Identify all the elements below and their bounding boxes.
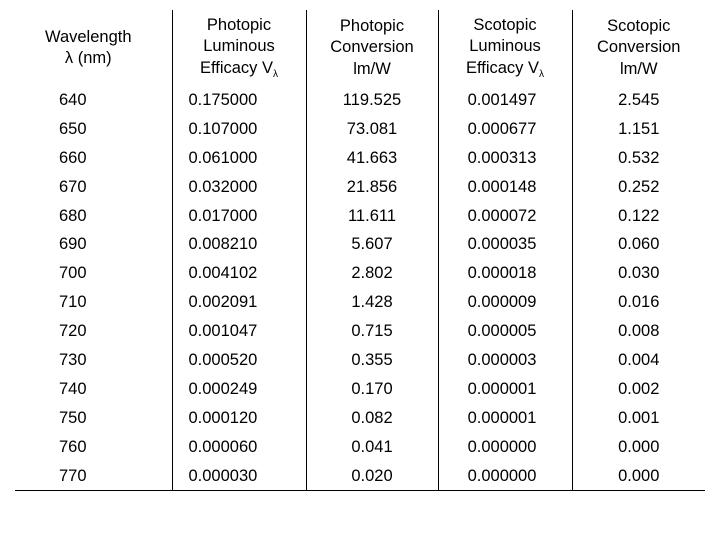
photopic-conversion-cell: 0.355 [306, 346, 438, 375]
scotopic-conversion-cell: 2.545 [572, 86, 705, 115]
scotopic-conversion-cell: 0.252 [572, 173, 705, 202]
scotopic-efficacy-cell: 0.000001 [438, 375, 572, 404]
photopic-conversion-cell: 0.041 [306, 433, 438, 462]
table-row [15, 144, 705, 173]
scotopic-conversion-cell: 0.532 [572, 144, 705, 173]
photopic-conversion-cell: 21.856 [306, 173, 438, 202]
table-body [15, 86, 705, 491]
wavelength-cell: 690 [59, 235, 87, 254]
wavelength-cell: 710 [59, 293, 87, 312]
header-scotopic-efficacy-line-3 [439, 58, 572, 82]
scotopic-efficacy-cell: 0.000000 [438, 433, 572, 462]
scotopic-conversion-cell: 0.008 [572, 317, 705, 346]
scotopic-conversion-cell: 0.030 [572, 259, 705, 288]
photopic-conversion-cell: 0.020 [306, 462, 438, 491]
table-row [15, 259, 705, 288]
table-row [15, 375, 705, 404]
header-photopic-conversion-line-3: lm/W [353, 59, 391, 78]
header-scotopic-efficacy [438, 10, 572, 86]
scotopic-conversion-cell: 0.001 [572, 404, 705, 433]
header-photopic-efficacy-line-3 [173, 58, 306, 82]
wavelength-cell: 670 [59, 177, 87, 196]
wavelength-cell: 680 [59, 206, 87, 225]
header-scotopic-efficacy-line-2: Luminous [469, 37, 541, 56]
scotopic-efficacy-cell: 0.001497 [438, 86, 572, 115]
photopic-conversion-cell: 0.170 [306, 375, 438, 404]
photopic-conversion-cell: 2.802 [306, 259, 438, 288]
header-scotopic-conversion [572, 10, 705, 86]
photopic-conversion-cell: 119.525 [306, 86, 438, 115]
header-photopic-conversion-line-1: Photopic [339, 16, 405, 35]
header-photopic-efficacy-symbol: Efficacy V [199, 58, 274, 77]
table-row [15, 317, 705, 346]
wavelength-cell: 700 [59, 264, 87, 283]
header-photopic-conversion-line-2: Conversion [330, 38, 414, 57]
photopic-efficacy-cell: 0.000520 [172, 346, 306, 375]
table-row [15, 173, 705, 202]
photopic-efficacy-cell: 0.000120 [172, 404, 306, 433]
photopic-efficacy-cell: 0.001047 [172, 317, 306, 346]
scotopic-conversion-cell: 0.122 [572, 202, 705, 231]
scotopic-efficacy-cell: 0.000009 [438, 288, 572, 317]
header-photopic-efficacy-subscript: λ [273, 68, 279, 80]
wavelength-cell: 770 [15, 462, 172, 491]
header-wavelength [15, 10, 172, 86]
scotopic-conversion-cell: 0.016 [572, 288, 705, 317]
header-scotopic-efficacy-symbol: Efficacy V [465, 58, 540, 77]
photopic-conversion-cell: 73.081 [306, 115, 438, 144]
photopic-efficacy-cell: 0.017000 [172, 202, 306, 231]
table-row [15, 86, 705, 115]
scotopic-conversion-cell: 0.000 [572, 433, 705, 462]
photopic-efficacy-cell: 0.008210 [172, 230, 306, 259]
table-row [15, 202, 705, 231]
scotopic-efficacy-cell: 0.000003 [438, 346, 572, 375]
photopic-conversion-cell: 1.428 [306, 288, 438, 317]
header-photopic-efficacy-line-2: Luminous [203, 37, 275, 56]
photopic-efficacy-cell: 0.004102 [172, 259, 306, 288]
wavelength-cell: 730 [59, 350, 87, 369]
header-wavelength-line-1: Wavelength [44, 27, 132, 46]
scotopic-efficacy-cell: 0.000005 [438, 317, 572, 346]
photopic-efficacy-cell: 0.000060 [172, 433, 306, 462]
photopic-conversion-cell: 5.607 [306, 230, 438, 259]
wavelength-cell: 750 [59, 408, 87, 427]
scotopic-conversion-cell: 0.000 [572, 462, 705, 491]
header-scotopic-conversion-line-3: lm/W [619, 59, 658, 78]
photopic-conversion-cell: 11.611 [306, 202, 438, 231]
photopic-conversion-cell: 0.082 [306, 404, 438, 433]
scotopic-efficacy-cell: 0.000000 [438, 462, 572, 491]
header-photopic-efficacy-line-1: Photopic [206, 15, 272, 34]
photopic-conversion-cell: 0.715 [306, 317, 438, 346]
wavelength-cell: 760 [59, 437, 87, 456]
wavelength-cell: 740 [59, 379, 87, 398]
scotopic-efficacy-cell: 0.000001 [438, 404, 572, 433]
table-row [15, 462, 705, 491]
scotopic-efficacy-cell: 0.000148 [438, 173, 572, 202]
photopic-efficacy-cell: 0.032000 [172, 173, 306, 202]
scotopic-efficacy-cell: 0.000677 [438, 115, 572, 144]
scotopic-efficacy-cell: 0.000072 [438, 202, 572, 231]
header-photopic-efficacy [172, 10, 306, 86]
header-scotopic-conversion-line-1: Scotopic [607, 16, 671, 35]
table-row [15, 230, 705, 259]
photopic-efficacy-cell: 0.000030 [172, 462, 306, 491]
header-wavelength-line-2: λ (nm) [64, 49, 112, 67]
table-row [15, 433, 705, 462]
header-scotopic-efficacy-subscript: λ [539, 68, 545, 80]
photopic-efficacy-cell: 0.061000 [172, 144, 306, 173]
scotopic-efficacy-cell: 0.000018 [438, 259, 572, 288]
photopic-efficacy-cell: 0.000249 [172, 375, 306, 404]
scotopic-conversion-cell: 0.060 [572, 230, 705, 259]
wavelength-cell: 720 [59, 322, 87, 341]
scotopic-conversion-cell: 1.151 [572, 115, 705, 144]
table-row [15, 288, 705, 317]
table-header [15, 10, 705, 86]
header-photopic-conversion [306, 10, 438, 86]
photopic-efficacy-cell: 0.107000 [172, 115, 306, 144]
photopic-conversion-cell: 41.663 [306, 144, 438, 173]
wavelength-cell: 640 [59, 90, 87, 109]
header-row [15, 10, 705, 86]
table-row [15, 404, 705, 433]
wavelength-cell: 660 [59, 148, 87, 167]
header-scotopic-conversion-line-2: Conversion [597, 38, 681, 57]
scotopic-conversion-cell: 0.004 [572, 346, 705, 375]
table-row [15, 346, 705, 375]
table-row [15, 115, 705, 144]
luminous-efficacy-table [15, 10, 705, 491]
photopic-efficacy-cell: 0.002091 [172, 288, 306, 317]
scotopic-conversion-cell: 0.002 [572, 375, 705, 404]
scotopic-efficacy-cell: 0.000035 [438, 230, 572, 259]
header-scotopic-efficacy-line-1: Scotopic [473, 15, 537, 34]
wavelength-cell: 650 [59, 119, 87, 138]
photopic-efficacy-cell: 0.175000 [172, 86, 306, 115]
scotopic-efficacy-cell: 0.000313 [438, 144, 572, 173]
